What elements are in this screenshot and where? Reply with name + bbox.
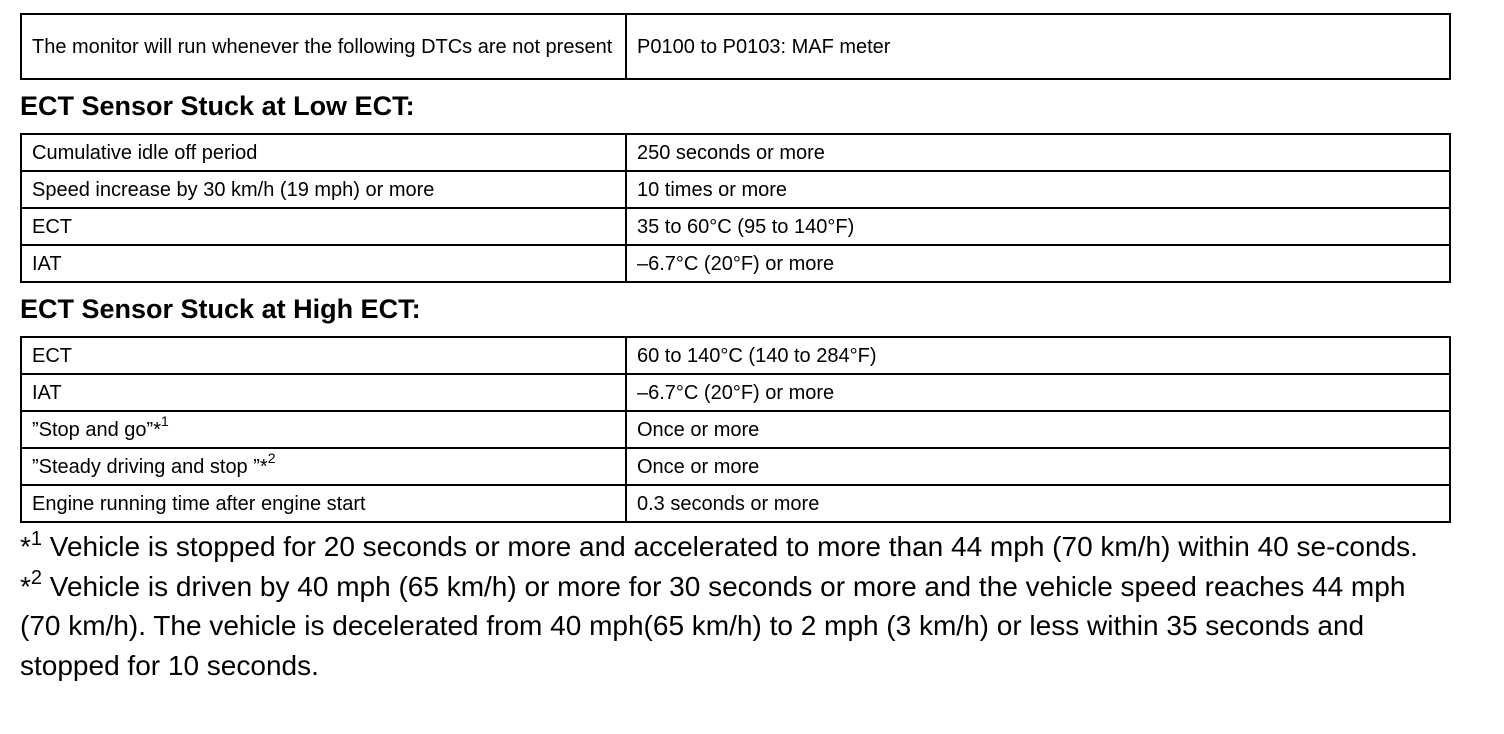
condition-cell xyxy=(21,448,626,485)
value-cell: 10 times or more xyxy=(626,171,1450,208)
value-cell: 0.3 seconds or more xyxy=(626,485,1450,522)
table-row xyxy=(21,14,1450,79)
footnote-ref: 1 xyxy=(160,412,169,429)
condition-text: ”Stop and go”* xyxy=(32,418,161,441)
high-ect-table xyxy=(20,336,1451,523)
footnote-text: Vehicle is stopped for 20 seconds or more and accelerated to more than 44 mph (70 km/h) within 40 se-conds. xyxy=(42,531,1418,562)
footnote-text: Vehicle is driven by 40 mph (65 km/h) or more for 30 seconds or more and the vehicle speed reaches 44 mph (70 km/h). The vehicle is decelerated from 40 mph(65 km/h) to 2 mph (3 km/h) or less within 35 seconds and stopped for 10 seconds. xyxy=(20,570,1406,681)
condition-cell: ECT xyxy=(21,208,626,245)
condition-cell: IAT xyxy=(21,374,626,411)
value-cell: –6.7°C (20°F) or more xyxy=(626,245,1450,282)
table-row xyxy=(21,208,1450,245)
section-heading-low-ect: ECT Sensor Stuck at Low ECT: xyxy=(20,91,415,121)
value-cell: –6.7°C (20°F) or more xyxy=(626,374,1450,411)
table-row xyxy=(21,374,1450,411)
footnote-1 xyxy=(20,527,1452,567)
table-row xyxy=(21,411,1450,448)
table-row xyxy=(21,171,1450,208)
value-cell: Once or more xyxy=(626,448,1450,485)
condition-cell: ECT xyxy=(21,337,626,374)
table-row xyxy=(21,134,1450,171)
value-cell: 60 to 140°C (140 to 284°F) xyxy=(626,337,1450,374)
footnote-marker: * xyxy=(20,531,31,562)
footnote-ref: 2 xyxy=(267,449,276,466)
footnote-number: 1 xyxy=(30,527,43,550)
table-row xyxy=(21,448,1450,485)
dtc-condition-table xyxy=(20,13,1451,80)
footnote-2 xyxy=(20,567,1452,686)
footnote-marker: * xyxy=(20,570,31,602)
footnote-number: 2 xyxy=(30,567,43,590)
document-page xyxy=(20,13,1451,685)
table-row xyxy=(21,245,1450,282)
condition-cell xyxy=(21,411,626,448)
section-heading-high-ect: ECT Sensor Stuck at High ECT: xyxy=(20,294,421,324)
condition-cell: The monitor will run whenever the following DTCs are not present xyxy=(21,14,626,79)
condition-text: ”Steady driving and stop ”* xyxy=(32,455,268,478)
value-cell: 250 seconds or more xyxy=(626,134,1450,171)
value-cell: Once or more xyxy=(626,411,1450,448)
value-cell: P0100 to P0103: MAF meter xyxy=(626,14,1450,79)
condition-cell: Speed increase by 30 km/h (19 mph) or more xyxy=(21,171,626,208)
condition-cell: Engine running time after engine start xyxy=(21,485,626,522)
table-row xyxy=(21,485,1450,522)
condition-cell: Cumulative idle off period xyxy=(21,134,626,171)
table-row xyxy=(21,337,1450,374)
low-ect-table xyxy=(20,133,1451,283)
condition-cell: IAT xyxy=(21,245,626,282)
footnotes xyxy=(20,527,1452,685)
value-cell: 35 to 60°C (95 to 140°F) xyxy=(626,208,1450,245)
